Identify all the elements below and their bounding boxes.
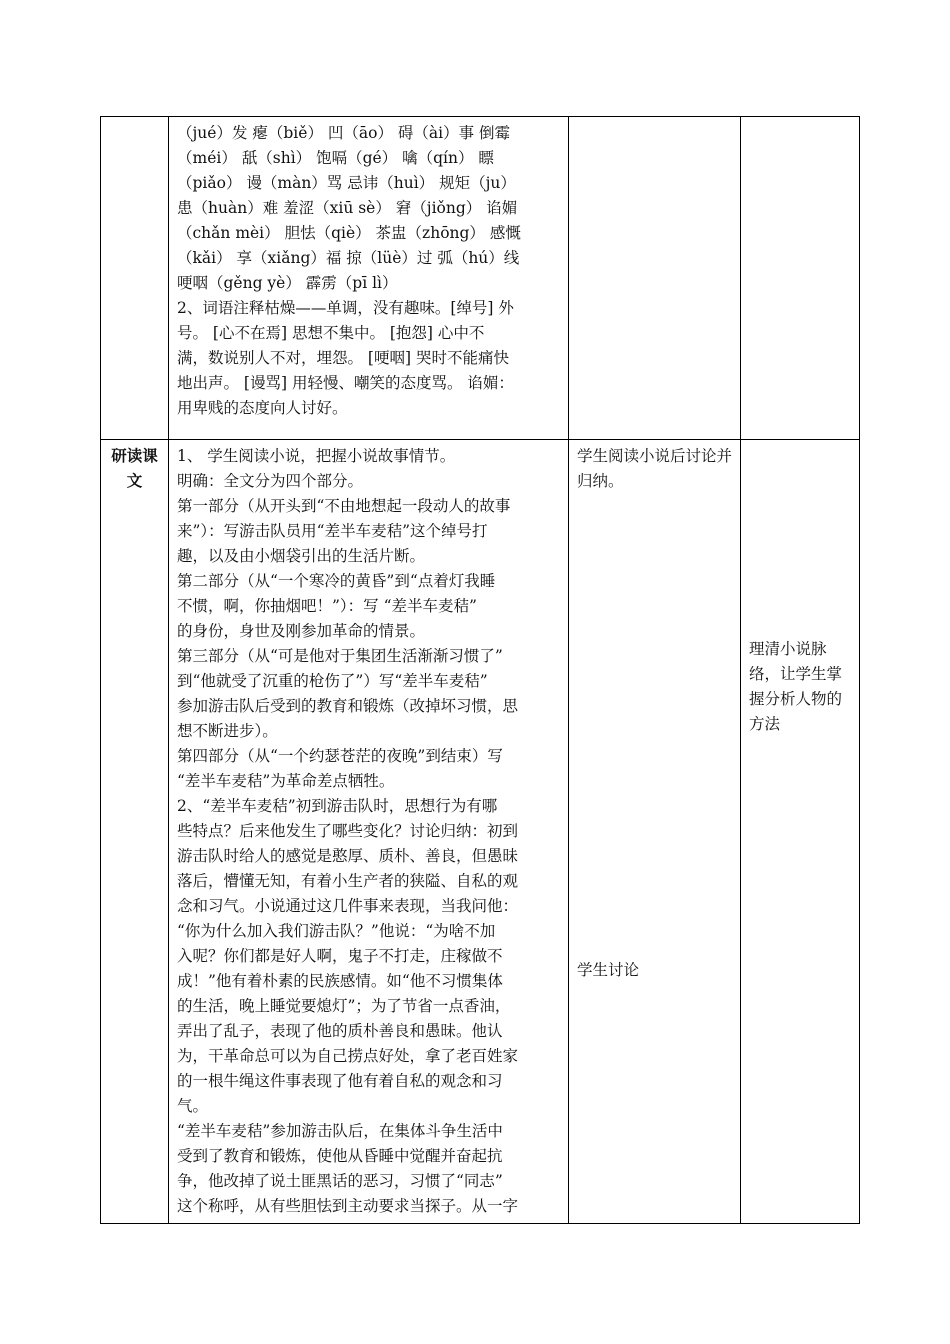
- text-line: 第二部分（从“一个寒冷的黄昏”到“点着灯我睡: [177, 572, 496, 590]
- text-line: 哽咽（gěng yè） 霹雳（pī lì）: [177, 274, 398, 292]
- text-line: 想不断进步）。: [177, 722, 278, 740]
- text-line: 的一根牛绳这件事表现了他有着自私的观念和习: [177, 1072, 503, 1090]
- content-cell: [169, 440, 569, 1224]
- activity-note-discussion: 学生讨论: [577, 961, 640, 979]
- text-line: 游击队时给人的感觉是憨厚、质朴、善良，但愚昧: [177, 847, 519, 865]
- text-line: 2、“差半车麦秸”初到游击队时，思想行为有哪: [177, 797, 498, 815]
- text-line: 地出声。 [谩骂] 用轻慢、嘲笑的态度骂。 谄媚：: [177, 374, 514, 392]
- text-line: 满，数说别人不对，埋怨。 [哽咽] 哭时不能痛快: [177, 349, 509, 367]
- text-line: 这个称呼，从有些胆怯到主动要求当探子。从一字: [177, 1197, 519, 1215]
- table-row: [101, 117, 860, 440]
- text-line: 明确：全文分为四个部分。: [177, 472, 364, 490]
- text-line: 为，干革命总可以为自己捞点好处，拿了老百姓家: [177, 1047, 519, 1065]
- activity-note-reading: 学生阅读小说后讨论并归纳。: [577, 447, 733, 490]
- design-purpose-cell: [741, 440, 860, 1224]
- text-line: 到“他就受了沉重的枪伤了”）写“差半车麦秸”: [177, 672, 488, 690]
- text-line: 受到了教育和锻炼，使他从昏睡中觉醒并奋起抗: [177, 1147, 503, 1165]
- section-label-cell: [101, 117, 169, 440]
- text-line: （méi） 舐（shì） 饱嗝（gé） 噙（qín） 瞟: [177, 149, 494, 167]
- text-line: 落后，懵懂无知，有着小生产者的狭隘、自私的观: [177, 872, 519, 890]
- text-line: 念和习气。小说通过这几件事来表现，当我问他：: [177, 897, 519, 915]
- lesson-plan-table: [100, 116, 860, 1224]
- text-line: 的身份，身世及刚参加革命的情景。: [177, 622, 426, 640]
- student-activity-cell: [569, 440, 741, 1224]
- lesson-text-lines: [177, 444, 560, 1219]
- text-line: 参加游击队后受到的教育和锻炼（改掉坏习惯，思: [177, 697, 519, 715]
- text-line: （jué）发 瘪（biě） 凹（āo） 碍（ài）事 倒霉: [177, 124, 510, 142]
- text-line: 用卑贱的态度向人讨好。: [177, 399, 348, 417]
- vocab-lines: [177, 121, 560, 421]
- content-cell: [169, 117, 569, 440]
- section-label-cell: 研读课文: [101, 440, 169, 1224]
- design-purpose-text: 理清小说脉络，让学生掌握分析人物的方法: [749, 640, 843, 733]
- table-row: [101, 440, 860, 1224]
- text-line: 2、词语注释枯燥——单调，没有趣味。[绰号] 外: [177, 299, 514, 317]
- text-line: 第四部分（从“一个约瑟苍茫的夜晚”到结束）写: [177, 747, 503, 765]
- text-line: “差半车麦秸”为革命差点牺牲。: [177, 772, 395, 790]
- text-line: 些特点？后来他发生了哪些变化？讨论归纳：初到: [177, 822, 519, 840]
- text-line: “差半车麦秸”参加游击队后，在集体斗争生活中: [177, 1122, 503, 1140]
- text-line: 成！”他有着朴素的民族感情。如“他不习惯集体: [177, 972, 503, 990]
- text-line: 号。 [心不在焉] 思想不集中。 [抱怨] 心中不: [177, 324, 485, 342]
- text-line: 弄出了乱子，表现了他的质朴善良和愚昧。他认: [177, 1022, 503, 1040]
- text-line: （kǎi） 享（xiǎng）福 掠（lüè）过 弧（hú）线: [177, 249, 520, 267]
- text-line: 的生活，晚上睡觉要熄灯”；为了节省一点香油，: [177, 997, 511, 1015]
- text-line: “你为什么加入我们游击队？”他说：“为啥不加: [177, 922, 496, 940]
- design-purpose-cell: [741, 117, 860, 440]
- text-line: 第三部分（从“可是他对于集团生活渐渐习惯了”: [177, 647, 503, 665]
- text-line: 患（huàn）难 羞涩（xiū sè） 窘（jiǒng） 谄媚: [177, 199, 518, 217]
- text-line: （chǎn mèi） 胆怯（qiè） 茶盅（zhōng） 感慨: [177, 224, 521, 242]
- student-activity-cell: [569, 117, 741, 440]
- text-line: 1、 学生阅读小说，把握小说故事情节。: [177, 447, 456, 465]
- text-line: 气。: [177, 1097, 209, 1115]
- text-line: 不惯，啊，你抽烟吧！”）：写 “差半车麦秸”: [177, 597, 477, 615]
- text-line: 争，他改掉了说土匪黑话的恶习，习惯了“同志”: [177, 1172, 503, 1190]
- text-line: 第一部分（从开头到“不由地想起一段动人的故事: [177, 497, 511, 515]
- text-line: （piǎo） 谩（màn）骂 忌讳（huì） 规矩（ju）: [177, 174, 516, 192]
- text-line: 入呢？你们都是好人啊，鬼子不打走，庄稼做不: [177, 947, 503, 965]
- text-line: 来”）：写游击队员用“差半车麦秸”这个绰号打: [177, 522, 488, 540]
- text-line: 趣，以及由小烟袋引出的生活片断。: [177, 547, 426, 565]
